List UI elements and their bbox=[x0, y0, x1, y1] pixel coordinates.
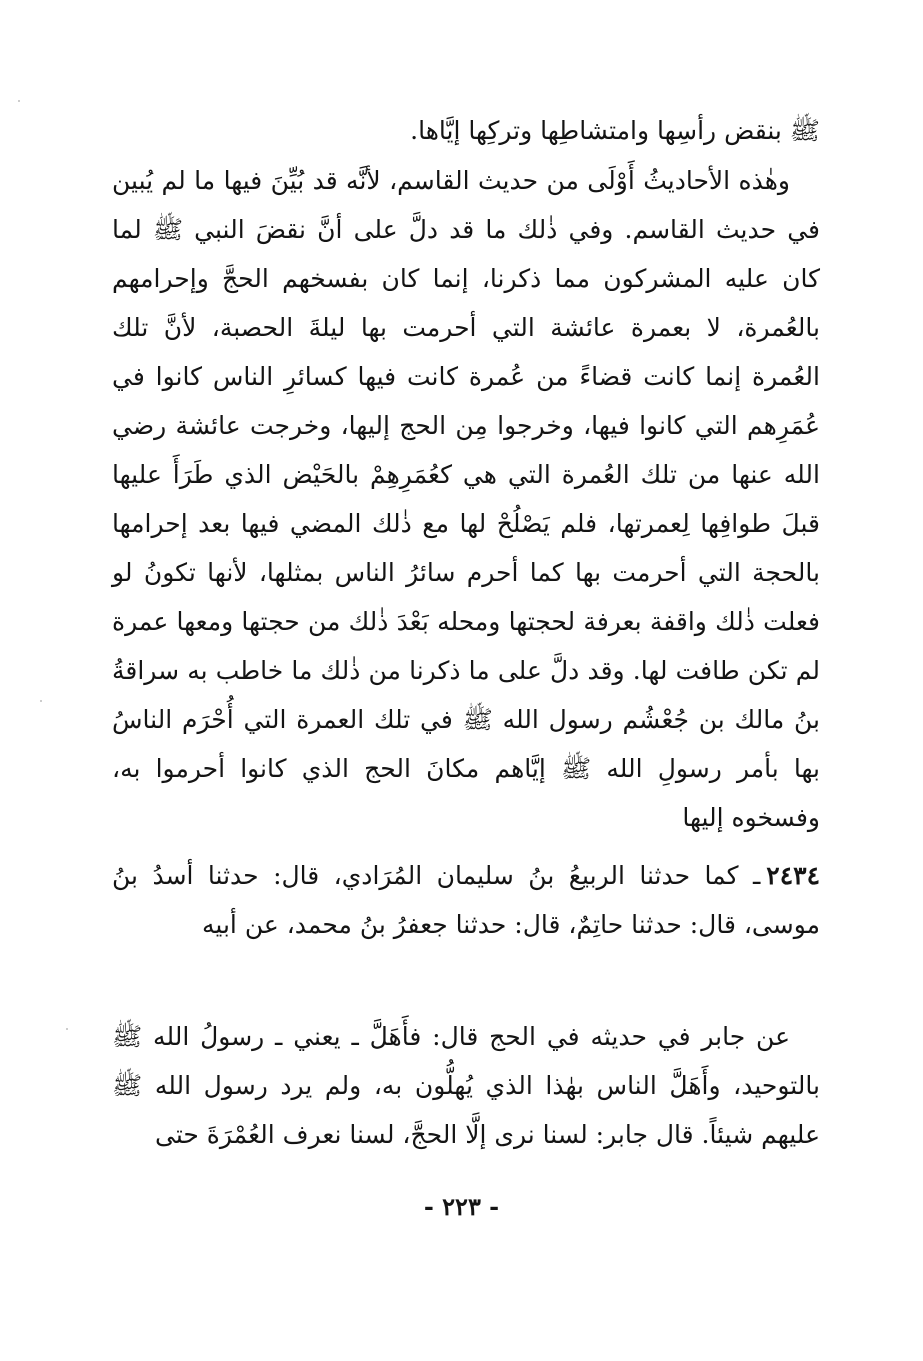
jabir-paragraph: عن جابر في حديثه في الحج قال: فأَهَلَّ ـ يعني ـ رسولُ الله ﷺ بالتوحيد، وأَهَلَّ الناس بهٰذا الذي يُهلُّون به، ولم يرد رسول الله ﷺ عليهم شيئاً. قال جابر: لسنا نرى إلَّا الحجَّ، لسنا نعرف العُمْرَةَ حتى bbox=[112, 1022, 820, 1149]
scan-speck bbox=[40, 700, 42, 702]
intro-line: ﷺ بنقض رأسِها وامتشاطِها وتركِها إيَّاها. bbox=[410, 116, 820, 145]
scan-speck bbox=[66, 1028, 68, 1030]
hadith-paragraph bbox=[112, 851, 820, 949]
hadith-number: ٢٤٣٤ bbox=[766, 861, 820, 890]
main-paragraph: وهٰذه الأحاديثُ أَوْلَى من حديث القاسم، لأنَّه قد بُيِّنَ فيها ما لم يُبين في حديث القاسم. وفي ذٰلك ما قد دلَّ على أنَّ نقضَ النبي ﷺ لما كان عليه المشركون مما ذكرنا، إنما كان بفسخهم الحجَّ وإحرامهم بالعُمرة، لا بعمرة عائشة التي أحرمت بها ليلةَ الحصبة، لأنَّ تلك العُمرة إنما كانت قضاءً من عُمرة كانت فيها كسائرِ الناس كانوا في عُمَرِهم التي كانوا فيها، وخرجوا مِن الحج إليها، وخرجت عائشة رضي الله عنها من تلك العُمرة التي هي كعُمَرِهِمْ بالحَيْض الذي طَرَأَ عليها قبلَ طوافِها لِعمرتها، فلم يَصْلُحْ لها مع ذٰلك المضي فيها بعد إحرامها بالحجة التي أحرمت بها كما أحرم سائرُ الناس بمثلها، لأنها تكونُ لو فعلت ذٰلك واقفة بعرفة لحجتها ومحله بَعْدَ ذٰلك من حجتها ومعها عمرة لم تكن طافت لها. وقد دلَّ على ما ذكرنا من ذٰلك ما خاطب به سراقةُ بنُ مالك بن جُعْشُم رسول الله ﷺ في تلك العمرة التي أُحْرَم الناسُ بها بأمر رسولِ الله ﷺ إيَّاهم مكانَ الحج الذي كانوا أحرموا به، وفسخوه إليها bbox=[112, 166, 820, 832]
hadith-isnad: ـ كما حدثنا الربيعُ بنُ سليمان المُرَادي، قال: حدثنا أسدُ بنُ موسى، قال: حدثنا حاتِمٌ، قال: حدثنا جعفرُ بنُ محمد، عن أبيه bbox=[112, 861, 820, 939]
page-number: - ٢٢٣ - bbox=[423, 1192, 500, 1221]
scan-speck bbox=[18, 100, 20, 102]
